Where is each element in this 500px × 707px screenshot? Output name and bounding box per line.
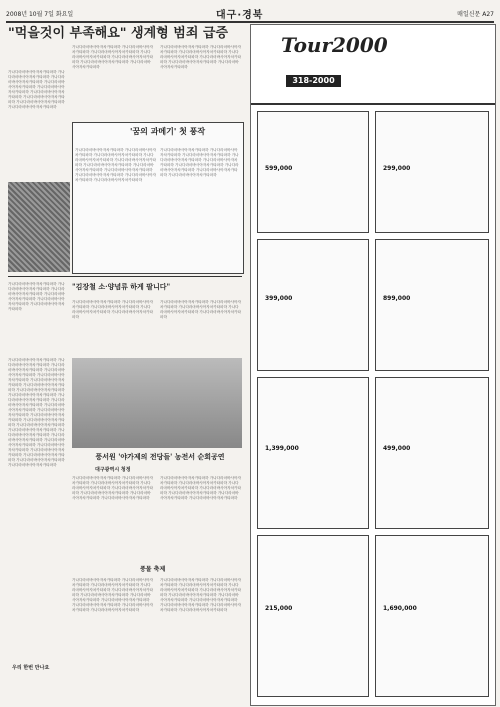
article-photo-building xyxy=(8,182,70,272)
header-date: 2008년 10월 7일 화요일 xyxy=(6,11,74,18)
ad-block-6 xyxy=(375,377,489,529)
ad-block-7 xyxy=(257,535,369,697)
tour-advertisement xyxy=(250,24,496,706)
listings-column: 가나다라마바사아자차카타파하 가나다라마바사아자차카타파하 가나다라마바사아자차카타파하 가나다라마바사아자차카타파하 가나다라마바사아자차카타파하 가나다라마바사아자차카타파하 가나다라마바사아자차카타파하 가나다라마바사아자차카타파하 가나다라마바사아자차카타파하 가나다라마바사아자차카타파하 가나다라마바사아자차카타파하 가나다라마바사아자차카타파하 가나다라마바사아자차카타파하 가나다라마바사아자차카타파하 가나다라마바사아자차카타파하 가나다라마바사아자차카타파하 가나다라마바사아자차카타파하 가나다라마바사아자차카타파하 가나다라마바사아자차카타파하 가나다라마바사아자차카타파하 가나다라마바사아자차카타파하 가나다라마바사아자차카타파하 가나다라마바사아자차카타파하 가나다라마바사아자차카타파하 가나다라마바사아자차카타파하 xyxy=(8,358,65,467)
event-article-sub: 대구광역시 청정 xyxy=(95,467,131,473)
bottom-left-title: 우리 한번 만나요 xyxy=(12,665,50,671)
ad-block-3 xyxy=(257,239,369,371)
ad-rule xyxy=(251,103,495,105)
section-divider xyxy=(8,276,242,277)
mid-article-text: 가나다라마바사아자차카타파하 가나다라마바사아자차카타파하 가나다라마바사아자차카타파하 가나다라마바사아자차카타파하 가나다라마바사아자차카타파하 xyxy=(72,300,153,319)
mid-article-title: "김장철 소·양념류 하게 팔니다" xyxy=(72,282,171,291)
header-paper: 매일신문 A27 xyxy=(457,11,494,18)
event-article-text: 가나다라마바사아자차카타파하 가나다라마바사아자차카타파하 가나다라마바사아자차카타파하 가나다라마바사아자차카타파하 가나다라마바사아자차카타파하 가나다라마바사아자차카타파하 가나다라마바사아자차카타파하 가나다라마바사아자차카타파하 xyxy=(72,476,153,500)
main-headline: "먹을것이 부족해요" 생계형 범죄 급증 xyxy=(8,26,229,41)
ad-price-1: 599,000 xyxy=(265,165,293,172)
ad-price-5: 1,399,000 xyxy=(265,445,299,452)
ad-price-4: 899,000 xyxy=(383,295,411,302)
event-article-title: 풍서원 '야가제의 전당들' 농전서 순회공연 xyxy=(95,452,225,461)
ad-phone: 318-2000 xyxy=(286,75,341,87)
ad-price-6: 499,000 xyxy=(383,445,411,452)
left-column-text: 가나다라마바사아자차카타파하 가나다라마바사아자차카타파하 가나다라마바사아자차카타파하 가나다라마바사아자차카타파하 가나다라마바사아자차카타파하 가나다라마바사아자차카타파하 xyxy=(8,282,65,311)
page-header xyxy=(6,6,494,20)
event-article-text2: 가나다라마바사아자차카타파하 가나다라마바사아자차카타파하 가나다라마바사아자차카타파하 가나다라마바사아자차카타파하 가나다라마바사아자차카타파하 가나다라마바사아자차카타파하 가나다라마바사아자차카타파하 가나다라마바사아자차카타파하 xyxy=(160,476,241,500)
header-rule xyxy=(6,21,494,23)
small-article-text: 가나다라마바사아자차카타파하 가나다라마바사아자차카타파하 가나다라마바사아자차카타파하 가나다라마바사아자차카타파하 가나다라마바사아자차카타파하 가나다라마바사아자차카타파하 가나다라마바사아자차카타파하 가나다라마바사아자차카타파하 가나다라마바사아자차카타파하 가나다라마바사아자차카타파하 가나다라마바사아자차카타파하 xyxy=(72,578,153,612)
ad-block-4 xyxy=(375,239,489,371)
ad-block-5 xyxy=(257,377,369,529)
box-article-title: '꿈의 과메기' 첫 풍작 xyxy=(130,126,206,136)
ad-block-1 xyxy=(257,111,369,233)
small-article-title: 풍물 축제 xyxy=(140,566,166,573)
ad-brand: Tour2000 xyxy=(281,33,388,57)
ad-price-7: 215,000 xyxy=(265,605,293,612)
section-title: 대구·경북 xyxy=(216,10,264,21)
ad-price-3: 399,000 xyxy=(265,295,293,302)
main-article-col3: 가나다라마바사아자차카타파하 가나다라마바사아자차카타파하 가나다라마바사아자차카타파하 가나다라마바사아자차카타파하 가나다라마바사아자차카타파하 가나다라마바사아자차카타파하 가나다라마바사아자차카타파하 xyxy=(160,45,241,69)
box-article-text2: 가나다라마바사아자차카타파하 가나다라마바사아자차카타파하 가나다라마바사아자차카타파하 가나다라마바사아자차카타파하 가나다라마바사아자차카타파하 가나다라마바사아자차카타파하 가나다라마바사아자차카타파하 가나다라마바사아자차카타파하 가나다라마바사아자차카타파하 xyxy=(160,148,239,177)
ad-block-2 xyxy=(375,111,489,233)
main-article-text: 가나다라마바사아자차카타파하 가나다라마바사아자차카타파하 가나다라마바사아자차카타파하 가나다라마바사아자차카타파하 가나다라마바사아자차카타파하 가나다라마바사아자차카타파하 가나다라마바사아자차카타파하 가나다라마바사아자차카타파하 가나다라마바사아자차카타파하 xyxy=(8,70,65,109)
mid-article-text2: 가나다라마바사아자차카타파하 가나다라마바사아자차카타파하 가나다라마바사아자차카타파하 가나다라마바사아자차카타파하 가나다라마바사아자차카타파하 xyxy=(160,300,241,319)
performance-photo xyxy=(72,358,242,448)
ad-price-2: 299,000 xyxy=(383,165,411,172)
main-article-col2: 가나다라마바사아자차카타파하 가나다라마바사아자차카타파하 가나다라마바사아자차카타파하 가나다라마바사아자차카타파하 가나다라마바사아자차카타파하 가나다라마바사아자차카타파하 가나다라마바사아자차카타파하 xyxy=(72,45,153,69)
box-article-text: 가나다라마바사아자차카타파하 가나다라마바사아자차카타파하 가나다라마바사아자차카타파하 가나다라마바사아자차카타파하 가나다라마바사아자차카타파하 가나다라마바사아자차카타파하 가나다라마바사아자차카타파하 가나다라마바사아자차카타파하 가나다라마바사아자차카타파하 가나다라마바사아자차카타파하 가나다라마바사아자차카타파하 xyxy=(75,148,156,182)
small-article-text2: 가나다라마바사아자차카타파하 가나다라마바사아자차카타파하 가나다라마바사아자차카타파하 가나다라마바사아자차카타파하 가나다라마바사아자차카타파하 가나다라마바사아자차카타파하 가나다라마바사아자차카타파하 가나다라마바사아자차카타파하 가나다라마바사아자차카타파하 가나다라마바사아자차카타파하 가나다라마바사아자차카타파하 xyxy=(160,578,241,612)
ad-price-8: 1,690,000 xyxy=(383,605,417,612)
ad-block-8 xyxy=(375,535,489,697)
